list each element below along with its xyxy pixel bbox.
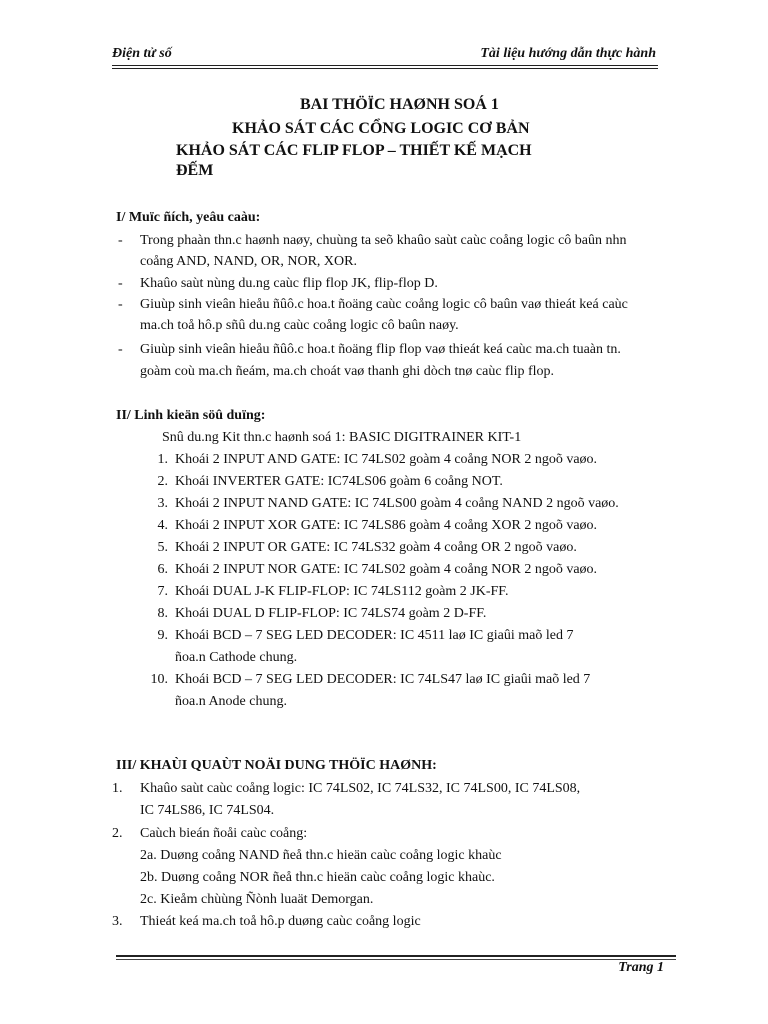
header-rule-2 [112,68,658,69]
item-number: 10. [150,672,168,687]
item-number: 7. [157,584,168,599]
component-item-9-line-2: ñoa.n Cathode chung. [175,650,298,665]
component-item-6: Khoái 2 INPUT NOR GATE: IC 74LS02 goàm 4 coång NOR 2 ngoõ vaøo. [175,562,598,577]
section-1-heading: I/ Muïc ñích, yeâu caàu: [116,210,261,225]
header-left: Điện tử số [112,46,172,61]
item-number: 3. [112,914,123,929]
overview-item-2a: 2a. Duøng coång NAND ñeå thn.c hieän caùc coång logic khaùc [140,848,502,863]
bullet-1-line-1: Trong phaàn thn.c haønh naøy, chuùng ta seõ khaûo saùt caùc coång logic cô baûn nhn [140,233,627,248]
component-item-5: Khoái 2 INPUT OR GATE: IC 74LS32 goàm 4 coång OR 2 ngoõ vaøo. [175,540,577,555]
header-right: Tài liệu hướng dẫn thực hành [480,46,656,61]
footer-rule-2 [116,959,676,960]
bullet-dash: - [118,297,123,312]
item-number: 5. [157,540,168,555]
item-number: 1. [157,452,168,467]
overview-item-2: Caùch bieán ñoåi caùc coång: [140,826,308,841]
item-number: 4. [157,518,168,533]
item-number: 8. [157,606,168,621]
section-3-heading: III/ KHAÙI QUAÙT NOÄI DUNG THÖÏC HAØNH: [116,758,437,773]
overview-item-3: Thieát keá ma.ch toå hô.p duøng caùc coång logic [140,914,421,929]
component-item-3: Khoái 2 INPUT NAND GATE: IC 74LS00 goàm 4 coång NAND 2 ngoõ vaøo. [175,496,619,511]
footer-rule [116,955,676,957]
overview-item-2c: 2c. Kieåm chùùng Ñònh luaät Demorgan. [140,892,374,907]
bullet-dash: - [118,233,123,248]
lab-title: BAI THÖÏC HAØNH SOÁ 1 [300,96,499,113]
kit-intro: Snû du.ng Kit thn.c haønh soá 1: BASIC DIGITRAINER KIT-1 [162,430,522,445]
section-2-heading: II/ Linh kieän söû duïng: [116,408,266,423]
item-number: 1. [112,781,123,796]
bullet-dash: - [118,276,123,291]
bullet-4-line-1: Giuùp sinh vieân hieåu ñûô.c hoa.t ñoäng flip flop vaø thieát keá caùc ma.ch tuaàn tn. [140,342,621,357]
component-item-10-line-1: Khoái BCD – 7 SEG LED DECODER: IC 74LS47 laø IC giaûi maõ led 7 [175,672,591,687]
bullet-3-line-1: Giuùp sinh vieân hieåu ñûô.c hoa.t ñoäng caùc coång logic cô baûn vaø thieát keá caùc [140,297,628,312]
item-number: 3. [157,496,168,511]
component-item-7: Khoái DUAL J-K FLIP-FLOP: IC 74LS112 goàm 2 JK-FF. [175,584,509,599]
overview-item-1-line-1: Khaûo saùt caùc coång logic: IC 74LS02, IC 74LS32, IC 74LS00, IC 74LS08, [140,781,581,796]
page-number: Trang 1 [618,960,664,975]
item-number: 9. [157,628,168,643]
page-header [112,42,656,64]
bullet-4-line-2: goàm coù ma.ch ñeám, ma.ch choát vaø thanh ghi dòch tnø caùc flip flop. [140,364,555,379]
title-line-2: KHẢO SÁT CÁC FLIP FLOP – THIẾT KẾ MẠCH [176,142,532,159]
component-item-4: Khoái 2 INPUT XOR GATE: IC 74LS86 goàm 4 coång XOR 2 ngoõ vaøo. [175,518,598,533]
component-item-10-line-2: ñoa.n Anode chung. [175,694,287,709]
component-item-1: Khoái 2 INPUT AND GATE: IC 74LS02 goàm 4 coång NOR 2 ngoõ vaøo. [175,452,598,467]
item-number: 2. [112,826,123,841]
item-number: 2. [157,474,168,489]
item-number: 6. [157,562,168,577]
header-rule [112,65,658,66]
overview-item-1-line-2: IC 74LS86, IC 74LS04. [140,803,275,818]
bullet-dash: - [118,342,123,357]
component-item-8: Khoái DUAL D FLIP-FLOP: IC 74LS74 goàm 2 D-FF. [175,606,487,621]
bullet-1-line-2: coång AND, NAND, OR, NOR, XOR. [140,254,357,269]
title-line-3: ĐẾM [176,162,214,179]
bullet-2-line-1: Khaûo saùt nùng du.ng caùc flip flop JK, flip-flop D. [140,276,438,291]
overview-item-2b: 2b. Duøng coång NOR ñeå thn.c hieän caùc coång logic khaùc. [140,870,495,885]
bullet-3-line-2: ma.ch toå hô.p sñû du.ng caùc coång logic cô baûn naøy. [140,318,459,333]
component-item-9-line-1: Khoái BCD – 7 SEG LED DECODER: IC 4511 laø IC giaûi maõ led 7 [175,628,574,643]
title-line-1: KHẢO SÁT CÁC CỔNG LOGIC CƠ BẢN [232,120,530,137]
component-item-2: Khoái INVERTER GATE: IC74LS06 goàm 6 coång NOT. [175,474,503,489]
